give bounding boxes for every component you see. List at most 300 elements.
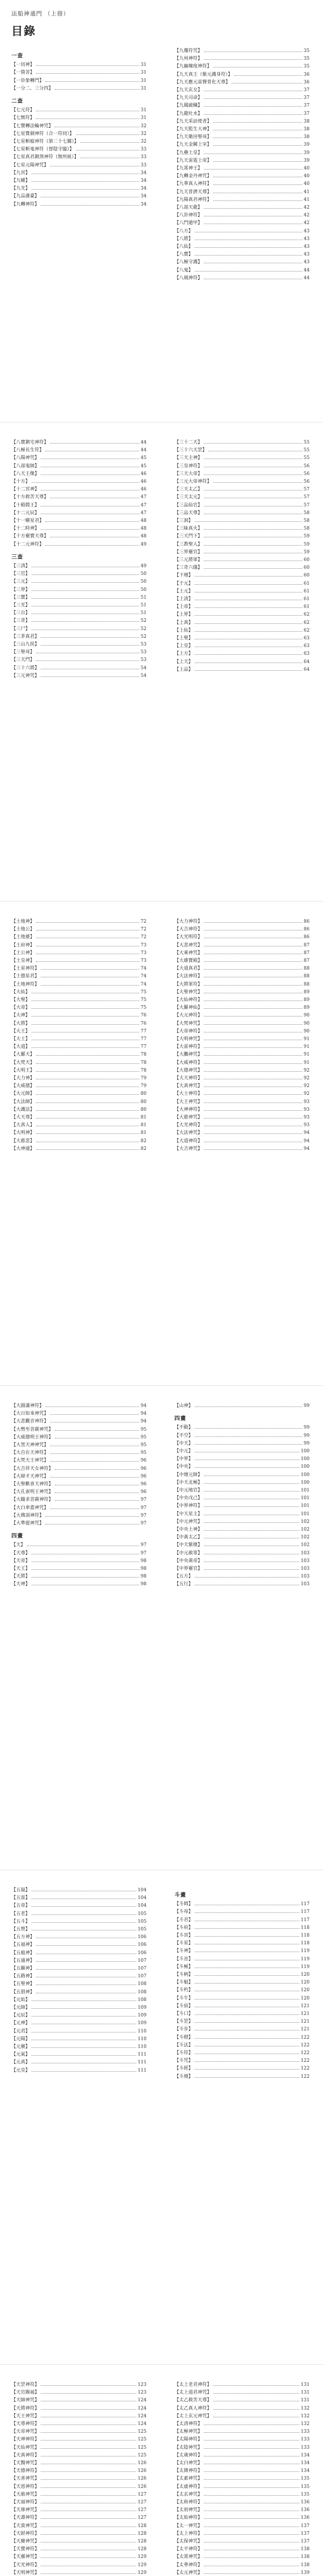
toc-entry[interactable] [174, 63, 310, 71]
toc-entry[interactable] [174, 510, 310, 517]
toc-entry[interactable] [174, 2042, 310, 2049]
toc-entry[interactable] [11, 2413, 147, 2420]
toc-entry[interactable] [11, 1565, 147, 1573]
toc-entry[interactable] [174, 1043, 310, 1051]
toc-entry[interactable] [11, 533, 147, 540]
toc-entry[interactable] [11, 1550, 147, 1557]
toc-entry[interactable] [174, 1495, 310, 1502]
toc-entry[interactable] [174, 2467, 310, 2475]
toc-entry[interactable] [11, 1114, 147, 1122]
toc-entry[interactable] [11, 1957, 147, 1965]
toc-entry[interactable] [174, 580, 310, 588]
toc-entry[interactable] [174, 1526, 310, 1534]
toc-entry[interactable] [174, 996, 310, 1004]
toc-entry[interactable] [11, 114, 147, 122]
toc-entry[interactable] [174, 1565, 310, 1573]
toc-entry[interactable] [11, 162, 147, 170]
toc-entry[interactable] [11, 1082, 147, 1090]
toc-entry[interactable] [11, 541, 147, 549]
toc-entry[interactable] [11, 1965, 147, 1973]
toc-entry[interactable] [174, 1082, 310, 1090]
toc-entry[interactable] [11, 996, 147, 1004]
toc-entry[interactable] [11, 77, 147, 85]
toc-entry[interactable] [174, 1122, 310, 1129]
toc-entry[interactable] [11, 2522, 147, 2530]
toc-entry[interactable] [11, 1934, 147, 1941]
toc-entry[interactable] [11, 2467, 147, 2475]
toc-entry[interactable] [11, 1481, 147, 1488]
toc-entry[interactable] [11, 69, 147, 77]
toc-entry[interactable] [174, 165, 310, 173]
toc-entry[interactable] [11, 1902, 147, 1910]
toc-entry[interactable] [11, 625, 147, 633]
toc-entry[interactable] [11, 447, 147, 454]
toc-entry[interactable] [174, 275, 310, 282]
toc-entry[interactable] [11, 649, 147, 656]
toc-entry[interactable] [11, 957, 147, 965]
toc-entry[interactable] [11, 494, 147, 501]
toc-entry[interactable] [11, 1043, 147, 1051]
toc-entry[interactable] [174, 1036, 310, 1043]
toc-entry[interactable] [174, 196, 310, 204]
toc-entry[interactable] [11, 2538, 147, 2546]
toc-entry[interactable] [11, 1996, 147, 2004]
toc-entry[interactable] [11, 641, 147, 649]
toc-entry[interactable] [11, 1036, 147, 1043]
toc-entry[interactable] [174, 1932, 310, 1940]
toc-entry[interactable] [174, 517, 310, 525]
toc-entry[interactable] [11, 594, 147, 602]
toc-entry[interactable] [11, 2051, 147, 2059]
toc-entry[interactable] [174, 1541, 310, 1549]
toc-entry[interactable] [11, 193, 147, 200]
toc-entry[interactable] [174, 2381, 310, 2389]
toc-entry[interactable] [11, 2436, 147, 2444]
toc-entry[interactable] [174, 989, 310, 996]
toc-entry[interactable] [174, 2397, 310, 2404]
toc-entry[interactable] [174, 2475, 310, 2483]
toc-entry[interactable] [174, 447, 310, 454]
toc-entry[interactable] [174, 942, 310, 950]
toc-entry[interactable] [174, 2483, 310, 2491]
toc-entry[interactable] [174, 1402, 310, 1410]
toc-entry[interactable] [174, 212, 310, 219]
toc-entry[interactable] [11, 123, 147, 130]
toc-entry[interactable] [174, 2452, 310, 2460]
toc-entry[interactable] [174, 2530, 310, 2538]
toc-entry[interactable] [174, 965, 310, 973]
toc-entry[interactable] [174, 1471, 310, 1479]
toc-entry[interactable] [11, 130, 147, 138]
toc-entry[interactable] [174, 243, 310, 251]
toc-entry[interactable] [174, 1908, 310, 1916]
toc-entry[interactable] [11, 2043, 147, 2051]
toc-entry[interactable] [11, 2420, 147, 2428]
toc-entry[interactable] [11, 1129, 147, 1137]
toc-entry[interactable] [11, 926, 147, 934]
toc-entry[interactable] [11, 1028, 147, 1036]
toc-entry[interactable] [174, 1956, 310, 1963]
toc-entry[interactable] [174, 627, 310, 635]
toc-entry[interactable] [174, 1971, 310, 1979]
toc-entry[interactable] [174, 267, 310, 275]
toc-entry[interactable] [11, 2553, 147, 2561]
toc-entry[interactable] [174, 1138, 310, 1145]
toc-entry[interactable] [11, 470, 147, 478]
toc-entry[interactable] [174, 1901, 310, 1908]
toc-entry[interactable] [174, 1106, 310, 1114]
toc-entry[interactable] [174, 541, 310, 549]
toc-entry[interactable] [174, 1455, 310, 1463]
toc-entry[interactable] [11, 177, 147, 185]
toc-entry[interactable] [174, 1534, 310, 1541]
toc-entry[interactable] [11, 2059, 147, 2066]
toc-entry[interactable] [174, 2003, 310, 2010]
toc-entry[interactable] [11, 1520, 147, 1528]
toc-entry[interactable] [11, 1980, 147, 1988]
toc-entry[interactable] [11, 1410, 147, 1418]
toc-entry[interactable] [11, 934, 147, 941]
toc-entry[interactable] [174, 1995, 310, 2003]
toc-entry[interactable] [11, 2004, 147, 2012]
toc-entry[interactable] [174, 572, 310, 580]
toc-entry[interactable] [174, 1463, 310, 1471]
toc-entry[interactable] [174, 141, 310, 149]
toc-entry[interactable] [11, 989, 147, 996]
toc-entry[interactable] [174, 1502, 310, 1510]
toc-entry[interactable] [11, 2012, 147, 2020]
toc-entry[interactable] [11, 672, 147, 680]
toc-entry[interactable] [174, 1432, 310, 1440]
toc-entry[interactable] [11, 1098, 147, 1106]
toc-entry[interactable] [11, 486, 147, 494]
toc-entry[interactable] [174, 549, 310, 556]
toc-entry[interactable] [11, 1004, 147, 1012]
toc-entry[interactable] [174, 1028, 310, 1036]
toc-entry[interactable] [174, 87, 310, 94]
toc-entry[interactable] [174, 1051, 310, 1059]
toc-entry[interactable] [174, 133, 310, 141]
toc-entry[interactable] [174, 973, 310, 980]
toc-entry[interactable] [174, 1573, 310, 1581]
toc-entry[interactable] [174, 1075, 310, 1082]
toc-entry[interactable] [11, 1145, 147, 1153]
toc-entry[interactable] [11, 1449, 147, 1457]
toc-entry[interactable] [174, 2049, 310, 2057]
toc-entry[interactable] [174, 2413, 310, 2420]
toc-entry[interactable] [174, 619, 310, 627]
toc-entry[interactable] [11, 1020, 147, 1028]
toc-entry[interactable] [174, 564, 310, 572]
toc-entry[interactable] [11, 85, 147, 93]
toc-entry[interactable] [11, 2460, 147, 2467]
toc-entry[interactable] [174, 1924, 310, 1932]
toc-entry[interactable] [11, 1573, 147, 1581]
toc-entry[interactable] [174, 1987, 310, 1994]
toc-entry[interactable] [174, 494, 310, 501]
toc-entry[interactable] [174, 666, 310, 674]
toc-entry[interactable] [11, 478, 147, 486]
toc-entry[interactable] [174, 981, 310, 989]
toc-entry[interactable] [11, 1512, 147, 1520]
toc-entry[interactable] [11, 61, 147, 69]
toc-entry[interactable] [174, 439, 310, 447]
toc-entry[interactable] [11, 1418, 147, 1426]
toc-entry[interactable] [174, 2506, 310, 2514]
toc-entry[interactable] [174, 957, 310, 965]
toc-entry[interactable] [11, 1581, 147, 1588]
toc-entry[interactable] [11, 973, 147, 980]
toc-entry[interactable] [11, 1557, 147, 1565]
toc-entry[interactable] [11, 2389, 147, 2397]
toc-entry[interactable] [174, 1129, 310, 1137]
toc-entry[interactable] [174, 180, 310, 188]
toc-entry[interactable] [174, 1550, 310, 1557]
toc-entry[interactable] [11, 2475, 147, 2483]
toc-entry[interactable] [174, 950, 310, 957]
toc-entry[interactable] [174, 463, 310, 470]
toc-entry[interactable] [174, 2065, 310, 2073]
toc-entry[interactable] [174, 486, 310, 494]
toc-entry[interactable] [11, 665, 147, 672]
toc-entry[interactable] [11, 1894, 147, 1902]
toc-entry[interactable] [11, 2530, 147, 2538]
toc-entry[interactable] [174, 189, 310, 196]
toc-entry[interactable] [11, 1090, 147, 1098]
toc-entry[interactable] [11, 2020, 147, 2027]
toc-entry[interactable] [11, 602, 147, 609]
toc-entry[interactable] [11, 965, 147, 973]
toc-entry[interactable] [11, 1887, 147, 1894]
toc-entry[interactable] [174, 2389, 310, 2397]
toc-entry[interactable] [174, 2562, 310, 2569]
toc-entry[interactable] [174, 2420, 310, 2428]
toc-entry[interactable] [11, 2506, 147, 2514]
toc-entry[interactable] [11, 463, 147, 470]
toc-entry[interactable] [174, 235, 310, 243]
toc-entry[interactable] [11, 2499, 147, 2506]
toc-entry[interactable] [174, 918, 310, 926]
toc-entry[interactable] [174, 1947, 310, 1955]
toc-entry[interactable] [11, 138, 147, 146]
toc-entry[interactable] [11, 2428, 147, 2436]
toc-entry[interactable] [174, 1004, 310, 1012]
toc-entry[interactable] [11, 981, 147, 989]
toc-entry[interactable] [11, 1910, 147, 1918]
toc-entry[interactable] [174, 1487, 310, 1495]
toc-entry[interactable] [174, 157, 310, 165]
toc-entry[interactable] [11, 2562, 147, 2569]
toc-entry[interactable] [174, 1440, 310, 1448]
toc-entry[interactable] [11, 942, 147, 950]
toc-entry[interactable] [11, 1457, 147, 1465]
toc-entry[interactable] [11, 1059, 147, 1067]
toc-entry[interactable] [174, 2010, 310, 2018]
toc-entry[interactable] [11, 918, 147, 926]
toc-entry[interactable] [11, 525, 147, 533]
toc-entry[interactable] [174, 102, 310, 110]
toc-entry[interactable] [174, 1020, 310, 1028]
toc-entry[interactable] [174, 478, 310, 486]
toc-entry[interactable] [174, 1067, 310, 1075]
toc-entry[interactable] [174, 55, 310, 63]
toc-entry[interactable] [174, 173, 310, 180]
toc-entry[interactable] [11, 950, 147, 957]
toc-entry[interactable] [174, 596, 310, 603]
toc-entry[interactable] [174, 2444, 310, 2452]
toc-entry[interactable] [11, 2381, 147, 2389]
toc-entry[interactable] [174, 1059, 310, 1067]
toc-entry[interactable] [11, 1926, 147, 1934]
toc-entry[interactable] [11, 1989, 147, 1996]
toc-entry[interactable] [11, 2397, 147, 2404]
toc-entry[interactable] [11, 1473, 147, 1481]
toc-entry[interactable] [174, 2436, 310, 2444]
toc-entry[interactable] [11, 1138, 147, 1145]
toc-entry[interactable] [174, 2460, 310, 2467]
toc-entry[interactable] [174, 2491, 310, 2499]
toc-entry[interactable] [11, 1465, 147, 1473]
toc-entry[interactable] [11, 586, 147, 594]
toc-entry[interactable] [174, 2538, 310, 2546]
toc-entry[interactable] [174, 556, 310, 564]
toc-entry[interactable] [174, 588, 310, 596]
toc-entry[interactable] [174, 1012, 310, 1020]
toc-entry[interactable] [174, 658, 310, 666]
toc-entry[interactable] [11, 1106, 147, 1114]
toc-entry[interactable] [174, 1581, 310, 1588]
toc-entry[interactable] [11, 656, 147, 664]
toc-entry[interactable] [11, 2514, 147, 2522]
toc-entry[interactable] [174, 1917, 310, 1924]
toc-entry[interactable] [174, 251, 310, 259]
toc-entry[interactable] [174, 2499, 310, 2506]
toc-entry[interactable] [11, 2483, 147, 2491]
toc-entry[interactable] [174, 1511, 310, 1518]
toc-entry[interactable] [11, 1950, 147, 1957]
toc-entry[interactable] [174, 47, 310, 55]
toc-entry[interactable] [11, 1973, 147, 1980]
toc-entry[interactable] [174, 2522, 310, 2530]
toc-entry[interactable] [174, 219, 310, 227]
toc-entry[interactable] [174, 2073, 310, 2081]
toc-entry[interactable] [174, 2546, 310, 2553]
toc-entry[interactable] [11, 1442, 147, 1449]
toc-entry[interactable] [11, 1918, 147, 1926]
toc-entry[interactable] [11, 201, 147, 209]
toc-entry[interactable] [174, 525, 310, 533]
toc-entry[interactable] [11, 510, 147, 517]
toc-entry[interactable] [174, 1963, 310, 1971]
toc-entry[interactable] [11, 1941, 147, 1949]
toc-entry[interactable] [11, 502, 147, 510]
toc-entry[interactable] [11, 107, 147, 114]
toc-entry[interactable] [11, 2569, 147, 2576]
toc-entry[interactable] [11, 1067, 147, 1075]
toc-entry[interactable] [11, 578, 147, 586]
toc-entry[interactable] [174, 1557, 310, 1565]
toc-entry[interactable] [11, 1426, 147, 1434]
toc-entry[interactable] [11, 2036, 147, 2043]
toc-entry[interactable] [174, 126, 310, 133]
toc-entry[interactable] [11, 1488, 147, 1496]
toc-entry[interactable] [174, 926, 310, 934]
toc-entry[interactable] [174, 934, 310, 941]
toc-entry[interactable] [174, 2405, 310, 2413]
toc-entry[interactable] [174, 79, 310, 87]
toc-entry[interactable] [174, 1979, 310, 1987]
toc-entry[interactable] [174, 2018, 310, 2026]
toc-entry[interactable] [174, 2553, 310, 2561]
toc-entry[interactable] [11, 2452, 147, 2460]
toc-entry[interactable] [11, 1012, 147, 1020]
toc-entry[interactable] [11, 1402, 147, 1410]
toc-entry[interactable] [11, 1496, 147, 1504]
toc-entry[interactable] [174, 1090, 310, 1098]
toc-entry[interactable] [174, 454, 310, 462]
toc-entry[interactable] [11, 617, 147, 625]
toc-entry[interactable] [11, 2405, 147, 2413]
toc-entry[interactable] [174, 2034, 310, 2042]
toc-entry[interactable] [174, 635, 310, 642]
toc-entry[interactable] [174, 611, 310, 619]
toc-entry[interactable] [11, 633, 147, 641]
toc-entry[interactable] [11, 2444, 147, 2452]
toc-entry[interactable] [11, 2067, 147, 2075]
toc-entry[interactable] [174, 2428, 310, 2436]
toc-entry[interactable] [174, 2514, 310, 2522]
toc-entry[interactable] [11, 1122, 147, 1129]
toc-entry[interactable] [174, 2569, 310, 2576]
toc-entry[interactable] [11, 439, 147, 447]
toc-entry[interactable] [11, 1051, 147, 1059]
toc-entry[interactable] [174, 502, 310, 510]
toc-entry[interactable] [11, 185, 147, 193]
toc-entry[interactable] [11, 454, 147, 462]
toc-entry[interactable] [11, 570, 147, 578]
toc-entry[interactable] [174, 1114, 310, 1122]
toc-entry[interactable] [174, 1479, 310, 1487]
toc-entry[interactable] [11, 1434, 147, 1442]
toc-entry[interactable] [174, 204, 310, 212]
toc-entry[interactable] [174, 470, 310, 478]
toc-entry[interactable] [174, 118, 310, 126]
toc-entry[interactable] [174, 94, 310, 102]
toc-entry[interactable] [174, 1448, 310, 1455]
toc-entry[interactable] [11, 2028, 147, 2036]
toc-entry[interactable] [174, 2057, 310, 2065]
toc-entry[interactable] [174, 1424, 310, 1432]
toc-entry[interactable] [174, 603, 310, 611]
toc-entry[interactable] [11, 1504, 147, 1512]
toc-entry[interactable] [174, 1518, 310, 1526]
toc-entry[interactable] [174, 259, 310, 266]
toc-entry[interactable] [174, 1098, 310, 1106]
toc-entry[interactable] [174, 533, 310, 540]
toc-entry[interactable] [174, 110, 310, 118]
toc-entry[interactable] [174, 1145, 310, 1153]
toc-entry[interactable] [11, 517, 147, 525]
toc-entry[interactable] [11, 170, 147, 177]
toc-entry[interactable] [174, 149, 310, 157]
toc-entry[interactable] [11, 2491, 147, 2499]
toc-entry[interactable] [11, 563, 147, 570]
toc-entry[interactable] [11, 609, 147, 617]
toc-entry[interactable] [174, 71, 310, 79]
toc-entry[interactable] [174, 650, 310, 658]
toc-entry[interactable] [174, 642, 310, 650]
toc-entry[interactable] [174, 1940, 310, 1947]
